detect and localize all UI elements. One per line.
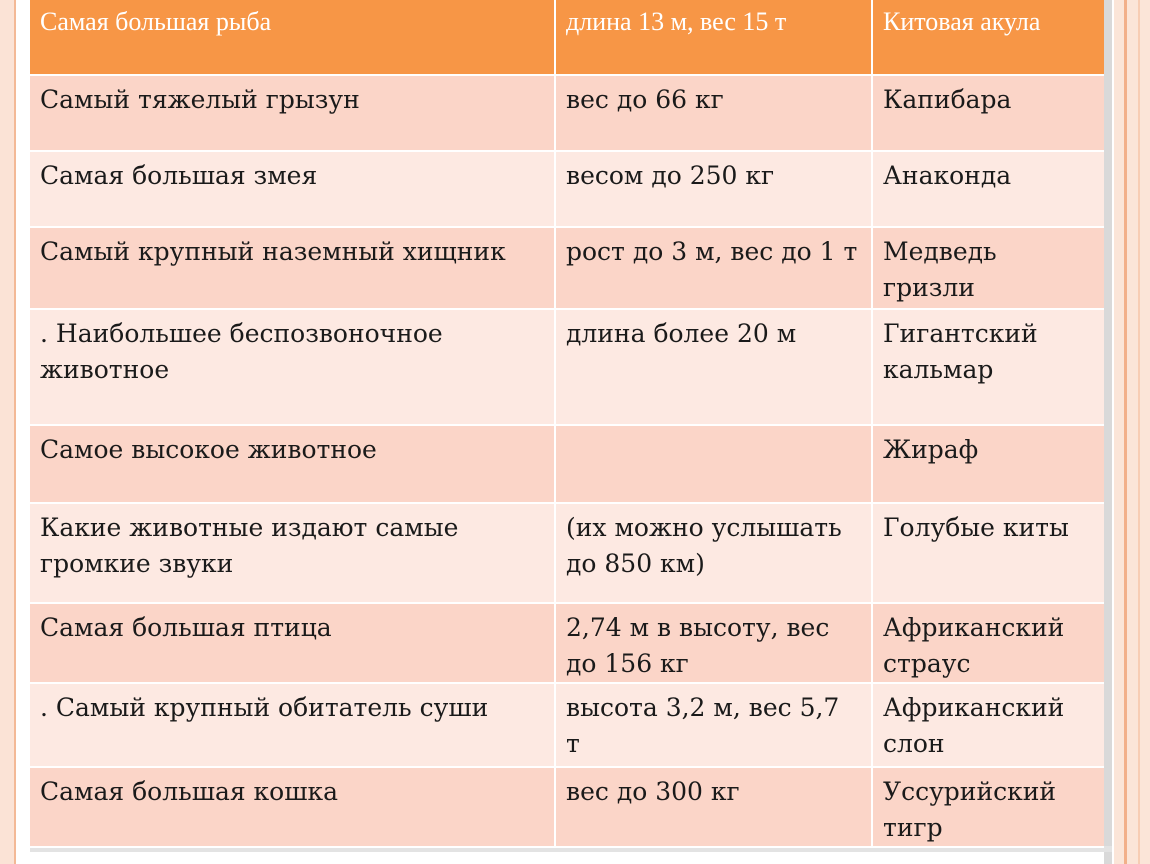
row-animal: Анаконда <box>872 151 1104 227</box>
header-animal: Китовая акула <box>872 0 1104 75</box>
row-category: Самое высокое животное <box>30 425 555 503</box>
row-category: . Наибольшее беспозвоночное животное <box>30 309 555 425</box>
row-measure: весом до 250 кг <box>555 151 872 227</box>
row-measure: высота 3,2 м, вес 5,7 т <box>555 683 872 767</box>
table-shadow-right <box>1104 0 1112 864</box>
row-animal: Африканский страус <box>872 603 1104 683</box>
border-stripe <box>1124 0 1127 864</box>
table-row <box>30 683 1104 767</box>
row-category: Самая большая змея <box>30 151 555 227</box>
table-row <box>30 603 1104 683</box>
table-row <box>30 227 1104 309</box>
table-row <box>30 75 1104 151</box>
row-category: . Самый крупный обитатель суши <box>30 683 555 767</box>
table-row <box>30 425 1104 503</box>
row-animal: Африканский слон <box>872 683 1104 767</box>
row-measure: вес до 66 кг <box>555 75 872 151</box>
row-category: Какие животные издают самые громкие звуки <box>30 503 555 603</box>
row-category: Самая большая птица <box>30 603 555 683</box>
row-animal: Гигантский кальмар <box>872 309 1104 425</box>
row-animal: Уссурийский тигр <box>872 767 1104 847</box>
border-stripe <box>1138 0 1140 864</box>
row-category: Самая большая кошка <box>30 767 555 847</box>
table-header-row <box>30 0 1104 75</box>
row-measure: длина более 20 м <box>555 309 872 425</box>
row-animal: Медведь гризли <box>872 227 1104 309</box>
table-row <box>30 767 1104 847</box>
row-animal: Капибара <box>872 75 1104 151</box>
row-animal: Голубые киты <box>872 503 1104 603</box>
table-row <box>30 309 1104 425</box>
table-row <box>30 151 1104 227</box>
row-measure: 2,74 м в высоту, вес до 156 кг <box>555 603 872 683</box>
row-measure: вес до 300 кг <box>555 767 872 847</box>
row-measure: (их можно услышать до 850 км) <box>555 503 872 603</box>
row-measure <box>555 425 872 503</box>
left-decorative-border <box>0 0 16 864</box>
animal-records-table <box>30 0 1104 848</box>
row-measure: рост до 3 м, вес до 1 т <box>555 227 872 309</box>
header-measure: длина 13 м, вес 15 т <box>555 0 872 75</box>
row-animal: Жираф <box>872 425 1104 503</box>
row-category: Самый крупный наземный хищник <box>30 227 555 309</box>
row-category: Самый тяжелый грызун <box>30 75 555 151</box>
right-decorative-border <box>1114 0 1150 864</box>
header-category: Самая большая рыба <box>30 0 555 75</box>
table-row <box>30 503 1104 603</box>
